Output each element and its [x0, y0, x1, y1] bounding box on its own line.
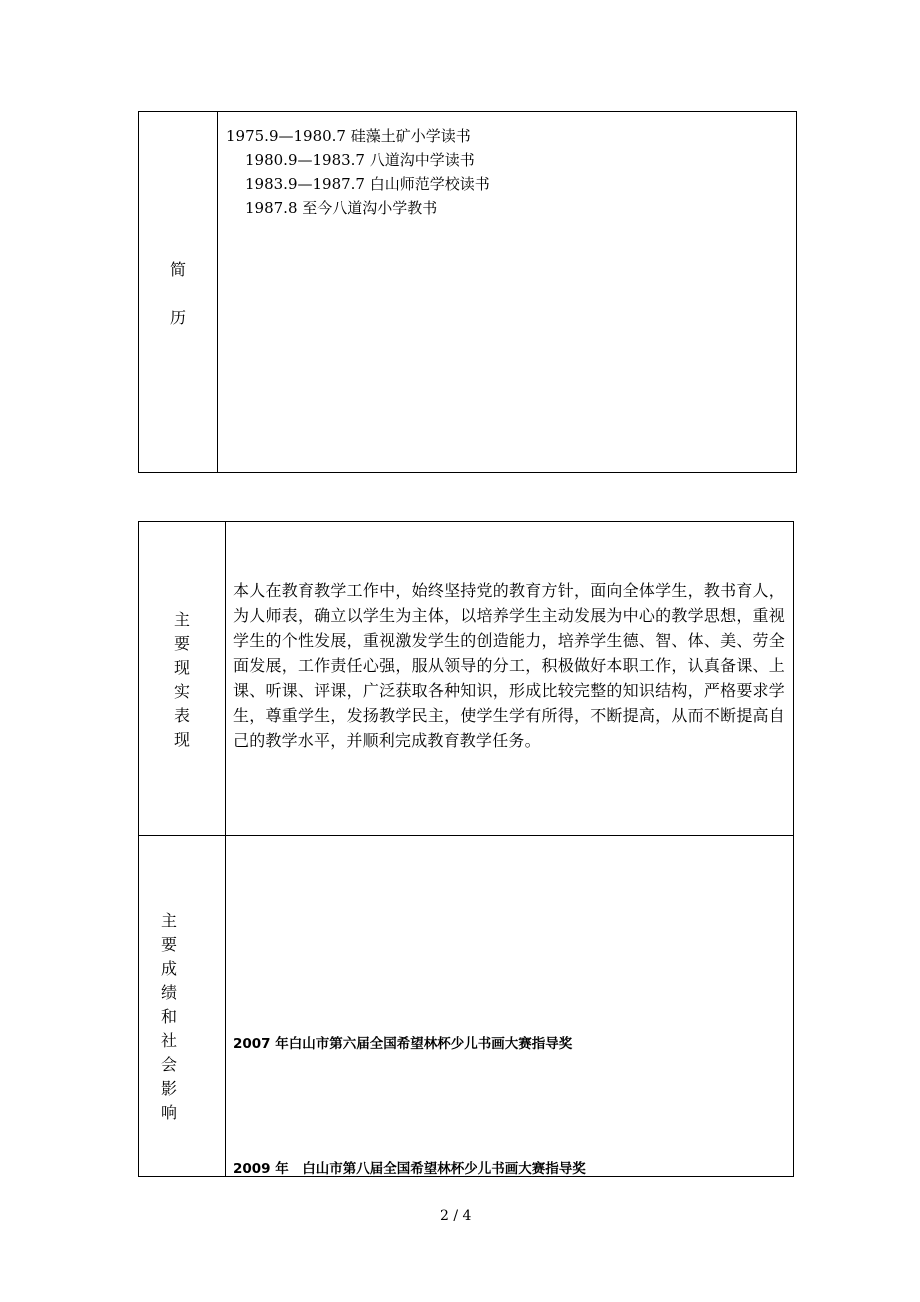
- resume-table: [138, 111, 797, 473]
- award-item: 2009 年 白山市第八届全国希望林杯少儿书画大赛指导奖: [233, 1161, 586, 1177]
- row-divider: [139, 835, 793, 836]
- resume-line: 1980.9—1983.7 八道沟中学读书: [245, 151, 475, 169]
- performance-table: [138, 521, 794, 1177]
- resume-line: 1987.8 至今八道沟小学教书: [245, 199, 438, 217]
- achievements-label: 主 要 成 绩 和 社 会 影 响: [160, 911, 177, 1122]
- resume-line: 1975.9—1980.7 硅藻土矿小学读书: [226, 127, 471, 145]
- resume-line: 1983.9—1987.7 白山师范学校读书: [245, 175, 490, 193]
- performance-text: 本人在教育教学工作中，始终坚持党的教育方针，面向全体学生，教书育人，为人师表，确立以学生为主体，以培养学生主动发展为中心的教学思想，重视学生的个性发展，重视激发学生的创造能力，培养学生德、智、体、美、劳全面发展，工作责任心强，服从领导的分工，积极做好本职工作，认真备课、上课、听课、评课，广泛获取各种知识，形成比较完整的知识结构，严格要求学生，尊重学生，发扬教学民主，使学生学有所得，不断提高，从而不断提高自己的教学水平，并顺利完成教育教学任务。: [233, 581, 785, 750]
- award-item: 2007 年白山市第六届全国希望林杯少儿书画大赛指导奖: [233, 1036, 573, 1052]
- page-number: 2 / 4: [440, 1208, 472, 1224]
- resume-divider: [217, 112, 218, 472]
- resume-label: 简 历: [169, 260, 186, 327]
- table-divider: [225, 522, 226, 1176]
- performance-label: 主 要 现 实 表 现: [173, 610, 190, 749]
